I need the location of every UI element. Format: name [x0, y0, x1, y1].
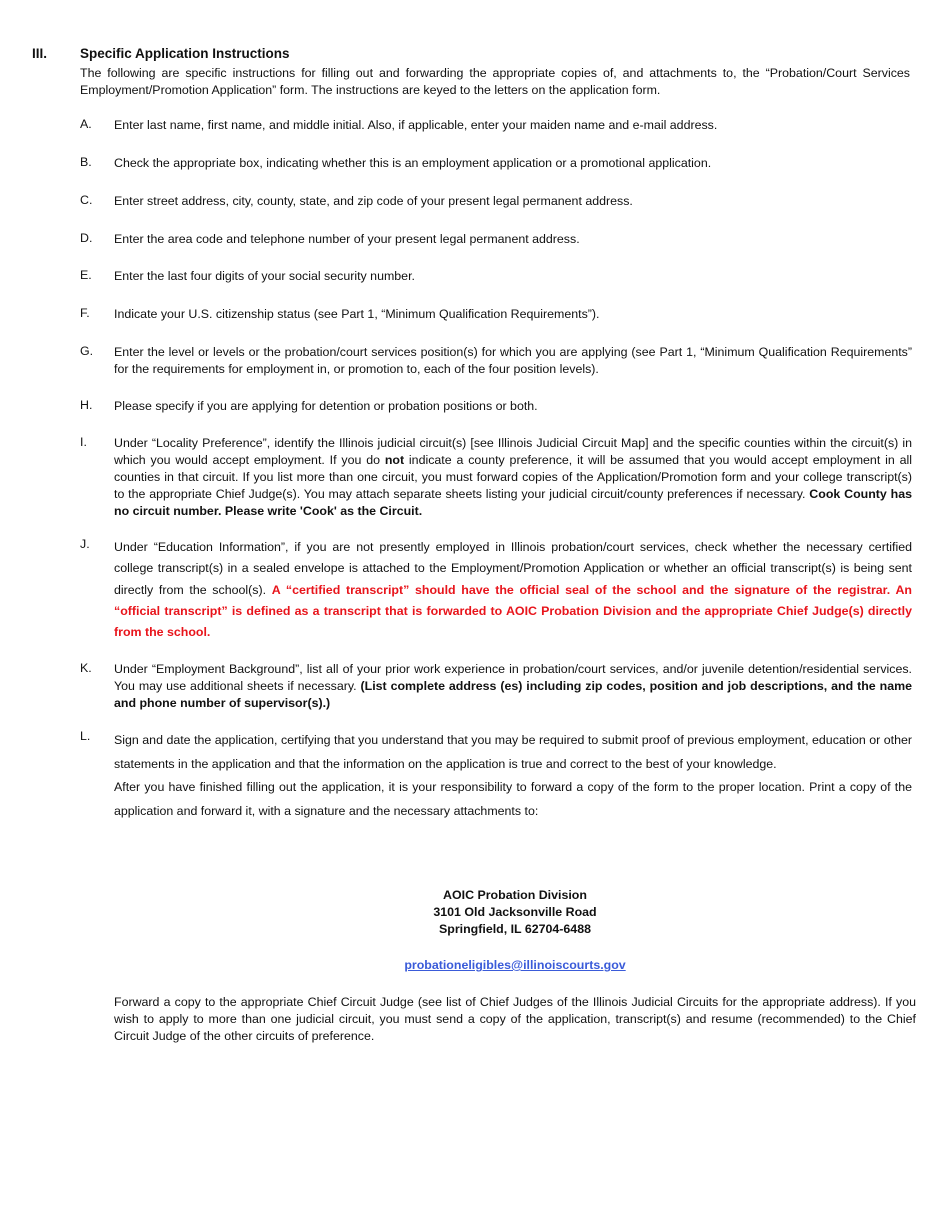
section-intro: The following are specific instructions for filling out and forwarding the appropriate copies of, and attachments to, the “Probation/Court Services Employment/Promotion Application” form. The instructions are keyed to the letters on the application form. [80, 66, 910, 97]
item-text: Enter the level or levels or the probation/court services position(s) for which you are applying (see Part 1, “Minimum Qualification Requirements” for the requirements for employment in, or promotion to, each of the four position levels). [114, 345, 912, 376]
item-letter: H. [80, 398, 93, 412]
item-letter: A. [80, 117, 92, 131]
item-text: Please specify if you are applying for detention or probation positions or both. [114, 399, 538, 413]
instruction-item-i [80, 435, 912, 520]
instruction-item-g [80, 344, 912, 378]
email-link-wrapper [0, 958, 950, 972]
instruction-item-e [80, 268, 912, 285]
instruction-item-k [80, 661, 912, 712]
item-letter: G. [80, 344, 94, 358]
item-letter: I. [80, 435, 87, 449]
item-text: Sign and date the application, certifying that you understand that you may be required to submit proof of previous employment, education or other statements in the application and that the information on the application is true and correct to the best of your knowledge. [114, 733, 912, 771]
section-title: Specific Application Instructions [80, 46, 290, 61]
item-text: Indicate your U.S. citizenship status (see Part 1, “Minimum Qualification Requirements”). [114, 307, 600, 321]
instruction-item-d [80, 231, 912, 248]
instruction-item-j [80, 537, 912, 643]
item-letter: L. [80, 729, 91, 743]
item-letter: B. [80, 155, 92, 169]
address-line: AOIC Probation Division [443, 888, 587, 902]
item-letter: J. [80, 537, 90, 551]
instruction-item-f [80, 306, 912, 323]
email-link[interactable]: probationeligibles@illinoiscourts.gov [404, 958, 626, 972]
footer-paragraph: Forward a copy to the appropriate Chief Circuit Judge (see list of Chief Judges of the Illinois Judicial Circuits for the appropriate address). If you wish to apply to more than one judicial circuit, you must send a copy of the application, transcript(s) and resume (recommended) to the Chief Circuit Judge of the other circuits of preference. [114, 995, 916, 1043]
item-text [114, 537, 912, 643]
instruction-item-b [80, 155, 912, 172]
item-text-part: Under “Employment Background”, list all of your prior work experience in probation/court services, and/or juvenile detention/residential services. You may use additional sheets if necessary. [114, 662, 912, 693]
item-text-continued: After you have finished filling out the application, it is your responsibility to forward a copy of the form to the proper location. Print a copy of the application and forward it, with a signature and the necessary attachments to: [114, 780, 912, 818]
item-text [114, 435, 912, 520]
mailing-address [0, 887, 950, 938]
item-letter: K. [80, 661, 92, 675]
instruction-item-a [80, 117, 912, 134]
item-text [114, 661, 912, 712]
item-text-bold: (List complete address (es) including zip codes, position and job descriptions, and the name and phone number of supervisor(s).) [114, 679, 912, 710]
address-line: Springfield, IL 62704-6488 [439, 922, 591, 936]
item-text-bold: Cook County has no circuit number. Please write 'Cook' as the Circuit. [114, 487, 912, 518]
instruction-item-l [80, 729, 912, 823]
item-text: Enter street address, city, county, state, and zip code of your present legal permanent address. [114, 194, 633, 208]
item-text-part: Under “Education Information”, if you are not presently employed in Illinois probation/court services, check whether the necessary certified college transcript(s) in a sealed envelope is attached to the Employment/Promotion Application or whether an official transcript(s) is being sent directly from the school(s). [114, 540, 912, 597]
item-letter: F. [80, 306, 90, 320]
item-text-part: Under “Locality Preference”, identify the Illinois judicial circuit(s) [see Illinois Judicial Circuit Map] and the specific counties within the circuit(s) in which you would accept employment. If you do [114, 436, 912, 467]
item-letter: E. [80, 268, 92, 282]
item-text-part: indicate a county preference, it will be assumed that you would accept employment in all counties in that circuit. If you list more than one circuit, you must forward copies of the Application/Promotion form and your college transcript(s) to the appropriate Chief Judge(s). You may attach separate sheets listing your judicial circuit/county preferences if necessary. [114, 453, 912, 501]
item-letter: C. [80, 193, 93, 207]
section-number: III. [32, 46, 48, 61]
item-text: Enter the area code and telephone number of your present legal permanent address. [114, 232, 580, 246]
item-text: Enter the last four digits of your social security number. [114, 269, 415, 283]
item-text-bold: not [384, 453, 405, 467]
item-text-highlight: A “certified transcript” should have the official seal of the school and the signature of the registrar. An “official transcript” is defined as a transcript that is forwarded to AOIC Probation Division and the appropriate Chief Judge(s) directly from the school. [114, 582, 912, 640]
instruction-item-h [80, 398, 912, 415]
item-letter: D. [80, 231, 93, 245]
item-text: Check the appropriate box, indicating whether this is an employment application or a promotional application. [114, 156, 712, 170]
instruction-item-c [80, 193, 912, 210]
address-line: 3101 Old Jacksonville Road [433, 905, 597, 919]
item-text: Enter last name, first name, and middle initial. Also, if applicable, enter your maiden name and e-mail address. [114, 118, 718, 132]
